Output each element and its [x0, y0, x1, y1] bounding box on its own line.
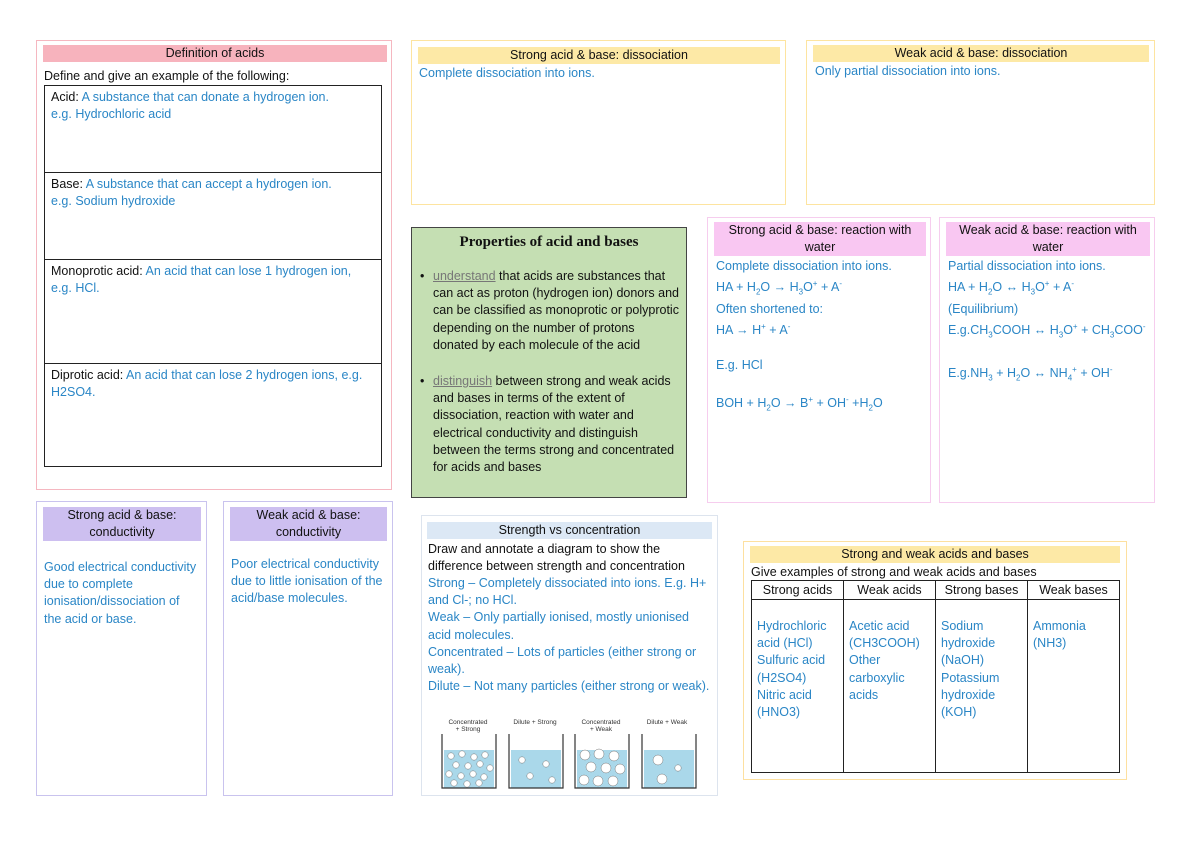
row-text: A substance that can accept a hydrogen ion.	[85, 177, 332, 191]
weak-conductivity-text: Poor electrical conductivity due to little ionisation of the acid/base molecules.	[231, 557, 383, 606]
strong-water-equation-1: HA + $H_2O \to H_3O^+ + A^-$	[716, 279, 843, 297]
row-example: H2SO4.	[51, 385, 96, 399]
beaker-concentrated-weak	[575, 734, 629, 788]
column-header: Strong acids	[752, 581, 844, 600]
weak-water-equation-3: $E.g.NH_3 + H_2O$ ↔ $NH_4^+ + OH^-$	[948, 365, 1113, 383]
definition-row-base	[45, 172, 381, 259]
properties-text: that acids are substances that can act as proton (hydrogen ion) donors and can be classified as monoprotic or polyprotic depending on the number of protons donated by each molecule of the acid	[433, 269, 679, 352]
definition-row-acid	[45, 85, 381, 172]
strength-concentrated: Concentrated – Lots of particles (either strong or weak).	[428, 644, 697, 677]
beaker-dilute-strong	[509, 734, 563, 788]
beaker-diagram	[434, 716, 710, 796]
weak-water-l1: Partial dissociation into ions.	[948, 259, 1106, 273]
beaker-concentrated-strong	[442, 734, 496, 788]
strong-water-body	[716, 258, 928, 417]
beaker-label-1a: Concentrated	[448, 719, 488, 726]
bullet-dot: •	[420, 269, 425, 283]
weak-conductivity-header: Weak acid & base: conductivity	[230, 507, 387, 541]
strong-water-equation-3: BOH + $H_2O \to B^+ + OH^- +H_2O$	[716, 394, 883, 413]
properties-card	[411, 227, 687, 498]
strength-header: Strength vs concentration	[427, 522, 712, 539]
examples-card	[743, 541, 1127, 780]
row-text: An acid that can lose 1 hydrogen ion,	[145, 264, 352, 278]
column-header: Weak acids	[844, 581, 936, 600]
row-example: e.g. Sodium hydroxide	[51, 194, 176, 208]
strong-water-l3: Often shortened to:	[716, 302, 824, 317]
examples-instruction: Give examples of strong and weak acids and bases	[751, 565, 1037, 579]
strong-conductivity-text: Good electrical conductivity due to complete ionisation/dissociation of the acid or base.	[44, 560, 197, 626]
strong-water-example: E.g. HCl	[716, 357, 763, 372]
strong-conductivity-header: Strong acid & base: conductivity	[43, 507, 201, 541]
properties-bullet-1	[420, 268, 682, 354]
row-label: Diprotic acid:	[51, 368, 127, 382]
definition-row-diprotic	[45, 363, 381, 467]
weak-acids-cell: Acetic acid (CH3COOH) Other carboxylic acids	[844, 600, 936, 773]
weak-water-card	[939, 217, 1155, 503]
header-line-1: Strong acid & base: reaction with	[728, 223, 912, 237]
weak-dissociation-card	[806, 40, 1155, 205]
strength-dilute: Dilute – Not many particles (either strong or weak).	[428, 679, 710, 694]
weak-bases-cell: Ammonia (NH3)	[1028, 600, 1120, 773]
strong-water-card	[707, 217, 931, 503]
row-label: Monoprotic acid:	[51, 264, 146, 278]
strong-water-l1: Complete dissociation into ions.	[716, 259, 892, 273]
strong-dissociation-text: Complete dissociation into ions.	[419, 66, 595, 80]
strength-body	[428, 575, 714, 695]
strong-conductivity-card	[36, 501, 207, 796]
beaker-label-3a: Concentrated	[581, 719, 621, 726]
row-example: e.g. HCl.	[51, 281, 100, 295]
strength-strong: Strong – Completely dissociated into ions. E.g. H+ and Cl-; no HCl.	[428, 576, 707, 608]
properties-title: Properties of acid and bases	[459, 234, 639, 250]
beaker-diagram-svg	[434, 716, 710, 796]
header-line-1: Weak acid & base: reaction with	[959, 223, 1137, 237]
beaker-label-3b: + Weak	[589, 726, 613, 733]
column-header: Weak bases	[1028, 581, 1120, 600]
weak-water-body	[948, 258, 1153, 387]
definition-instruction: Define and give an example of the following:	[44, 69, 290, 83]
weak-water-l3: (Equilibrium)	[948, 302, 1019, 317]
weak-water-header	[946, 222, 1150, 256]
definition-row-monoprotic	[45, 259, 381, 363]
properties-text: between strong and weak acids and bases in terms of the extent of dissociation, reaction with water and electrical conductivity and distinguish between the terms strong and concentrated for acids and bases	[433, 374, 675, 475]
beaker-dilute-weak	[642, 734, 696, 788]
strength-weak: Weak – Only partially ionised, mostly unionised acid molecules.	[428, 610, 690, 642]
row-label: Base:	[51, 177, 86, 191]
strong-bases-cell: Sodium hydroxide (NaOH) Potassium hydroxide (KOH)	[936, 600, 1028, 773]
examples-table	[751, 580, 1120, 773]
examples-header-row	[752, 581, 1120, 600]
bullet-dot: •	[420, 374, 425, 388]
definition-table	[44, 85, 382, 467]
strong-acids-cell: Hydrochloric acid (HCl) Sulfuric acid (H2SO4) Nitric acid (HNO3)	[752, 600, 844, 773]
strong-water-header	[714, 222, 926, 256]
row-label: Acid:	[51, 90, 82, 104]
header-line-2: water	[804, 240, 836, 254]
row-text: An acid that can lose 2 hydrogen ions, e.g.	[126, 368, 363, 382]
beaker-label-1b: + Strong	[455, 726, 481, 733]
weak-water-equation-2: $E.g.CH_3COOH$ ↔ $H_3O^+ + CH_3COO^-$	[948, 322, 1146, 340]
row-text: A substance that can donate a hydrogen ion.	[81, 90, 329, 104]
properties-keyword: understand	[433, 269, 496, 283]
strong-dissociation-card	[411, 40, 786, 205]
column-header: Strong bases	[936, 581, 1028, 600]
row-example: e.g. Hydrochloric acid	[51, 107, 172, 121]
examples-data-row	[752, 600, 1120, 773]
strong-dissociation-header: Strong acid & base: dissociation	[418, 47, 780, 64]
header-line-2: water	[1032, 240, 1064, 254]
strong-water-equation-2: HA → H+ + A-	[716, 322, 791, 338]
definition-header: Definition of acids	[43, 45, 387, 62]
strength-instruction: Draw and annotate a diagram to show the difference between strength and concentration	[428, 542, 685, 574]
examples-header: Strong and weak acids and bases	[750, 546, 1120, 563]
weak-dissociation-text: Only partial dissociation into ions.	[815, 64, 1001, 78]
weak-water-equation-1: HA + $H_2O$ ↔ $H_3O^+ + A^-$	[948, 279, 1075, 297]
strength-card	[421, 515, 718, 796]
beaker-label-2a: Dilute + Strong	[513, 719, 557, 726]
definition-card	[36, 40, 392, 490]
weak-dissociation-header: Weak acid & base: dissociation	[813, 45, 1149, 62]
beaker-label-4a: Dilute + Weak	[646, 719, 688, 726]
properties-keyword: distinguish	[433, 374, 493, 388]
weak-conductivity-card	[223, 501, 393, 796]
properties-bullet-2	[420, 373, 682, 476]
